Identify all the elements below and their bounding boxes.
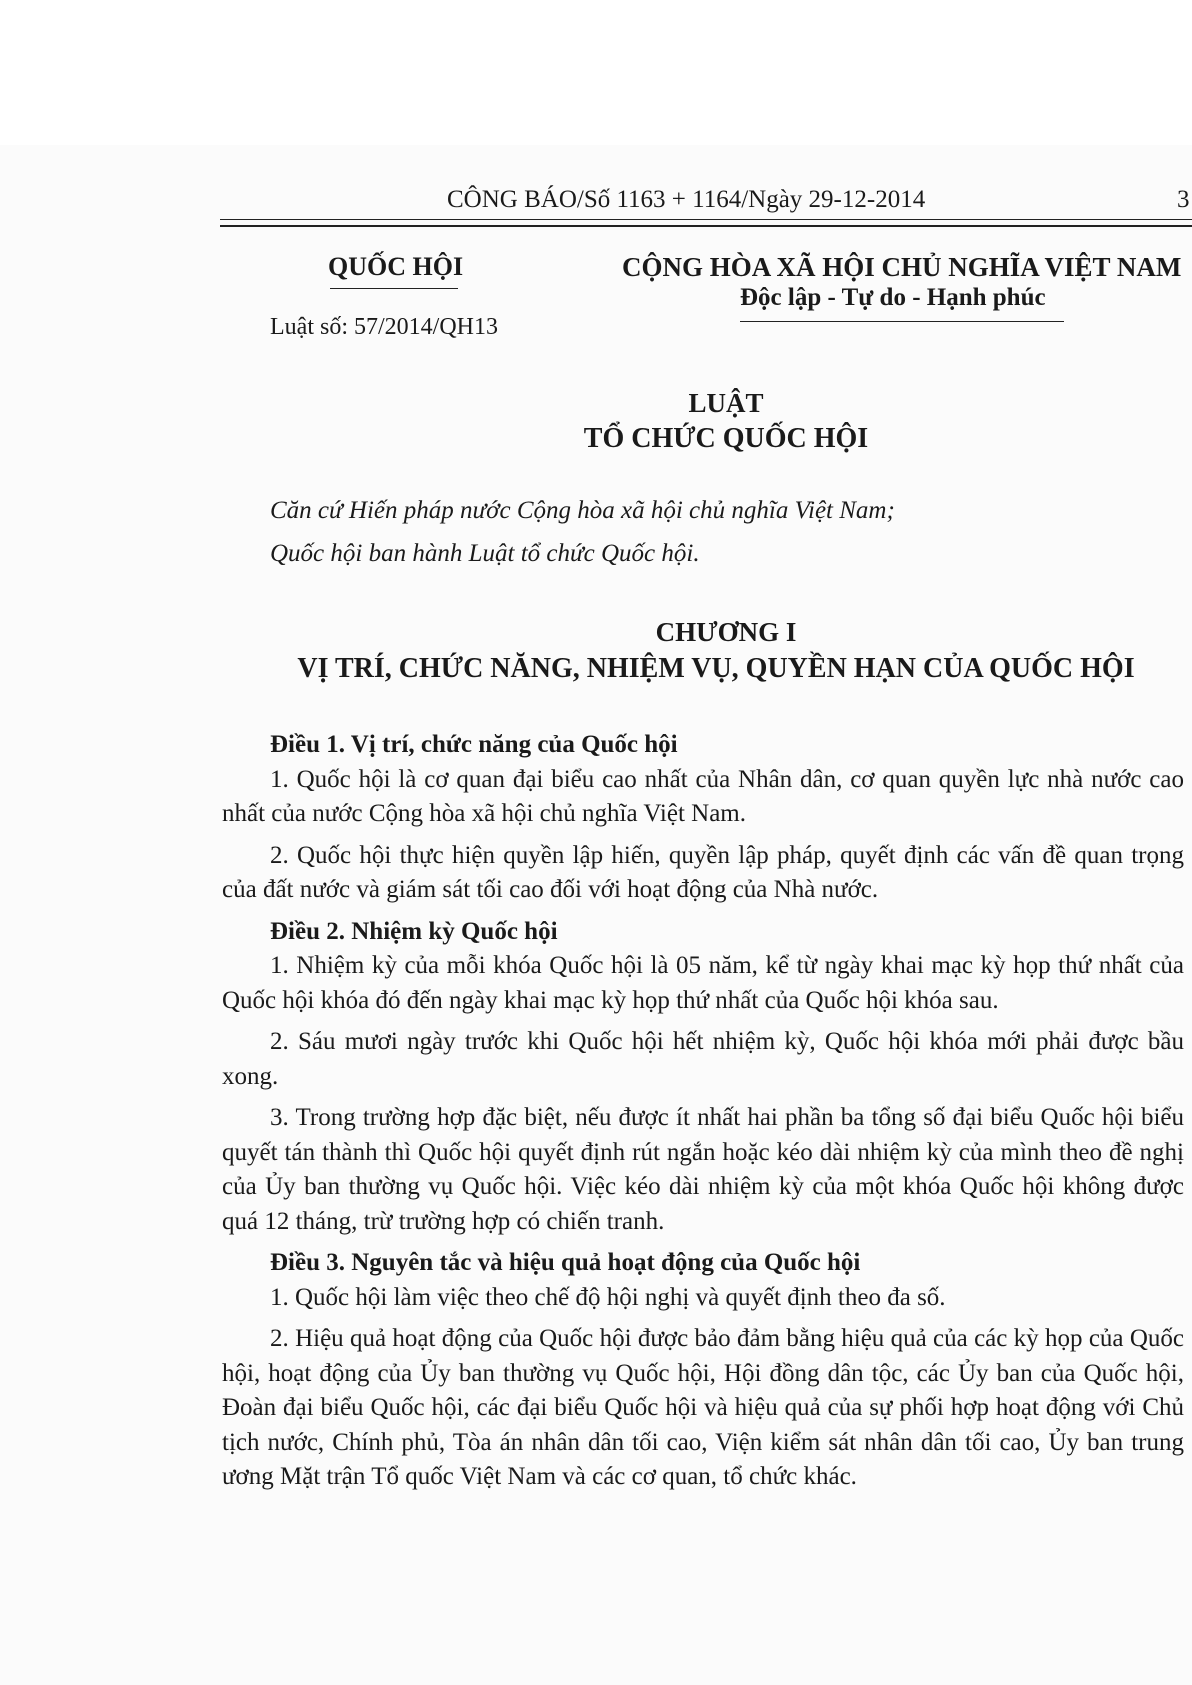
header-rule-thick [220, 225, 1192, 227]
preamble-line: Căn cứ Hiến pháp nước Cộng hòa xã hội chủ nghĩa Việt Nam; [270, 497, 895, 524]
page-number: 3 [1177, 186, 1190, 213]
issuer-name: QUỐC HỘI [328, 252, 464, 281]
article-paragraph: 1. Quốc hội làm việc theo chế độ hội nghị và quyết định theo đa số. [270, 1283, 946, 1311]
running-title: CÔNG BÁO/Số 1163 + 1164/Ngày 29-12-2014 [447, 186, 926, 213]
document-body [222, 728, 1184, 1502]
state-name: CỘNG HÒA XÃ HỘI CHỦ NGHĨA VIỆT NAM [622, 252, 1182, 282]
article-2 [222, 915, 1184, 1240]
running-header [222, 186, 1192, 216]
document-type: LUẬT [688, 388, 764, 418]
issuer-underline [330, 288, 458, 289]
chapter-title: VỊ TRÍ, CHỨC NĂNG, NHIỆM VỤ, QUYỀN HẠN CỦA QUỐC HỘI [297, 653, 1135, 684]
law-number: Luật số: 57/2014/QH13 [270, 314, 498, 340]
article-heading: Điều 1. Vị trí, chức năng của Quốc hội [270, 731, 678, 758]
preamble-line: Quốc hội ban hành Luật tổ chức Quốc hội. [270, 540, 700, 567]
document-title: TỔ CHỨC QUỐC HỘI [583, 423, 869, 454]
article-paragraph: 2. Hiệu quả hoạt động của Quốc hội được bảo đảm bằng hiệu quả của các kỳ họp của Quốc hội, hoạt động của Ủy ban thường vụ Quốc hội, Hội đồng dân tộc, các Ủy ban của Quốc hội, Đoàn đại biểu Quốc hội, các đại biểu Quốc hội và hiệu quả của sự phối hợp hoạt động với Chủ tịch nước, Chính phủ, Tòa án nhân dân tối cao, Viện kiểm sát nhân dân tối cao, Ủy ban trung ương Mặt trận Tổ quốc Việt Nam và các cơ quan, tổ chức khác. [222, 1325, 1184, 1490]
article-heading: Điều 2. Nhiệm kỳ Quốc hội [270, 917, 558, 945]
article-paragraph: 2. Sáu mươi ngày trước khi Quốc hội hết nhiệm kỳ, Quốc hội khóa mới phải được bầu xong. [222, 1028, 1184, 1090]
motto-underline [740, 321, 1064, 322]
article-paragraph: 1. Quốc hội là cơ quan đại biểu cao nhất của Nhân dân, cơ quan quyền lực nhà nước cao nhất của nước Cộng hòa xã hội chủ nghĩa Việt Nam. [222, 765, 1184, 827]
state-motto: Độc lập - Tự do - Hạnh phúc [740, 284, 1046, 311]
article-paragraph: 1. Nhiệm kỳ của mỗi khóa Quốc hội là 05 năm, kể từ ngày khai mạc kỳ họp thứ nhất của Quốc hội khóa đó đến ngày khai mạc kỳ họp thứ nhất của Quốc hội khóa sau. [222, 952, 1184, 1014]
chapter-number: CHƯƠNG I [655, 617, 797, 647]
article-3 [222, 1246, 1184, 1495]
article-1 [222, 728, 1184, 908]
header-rule-thin [220, 219, 1192, 220]
article-heading: Điều 3. Nguyên tắc và hiệu quả hoạt động của Quốc hội [270, 1249, 861, 1276]
article-paragraph: 2. Quốc hội thực hiện quyền lập hiến, quyền lập pháp, quyết định các vấn đề quan trọng của đất nước và giám sát tối cao đối với hoạt động của Nhà nước. [222, 841, 1184, 903]
article-paragraph: 3. Trong trường hợp đặc biệt, nếu được ít nhất hai phần ba tổng số đại biểu Quốc hội biểu quyết tán thành thì Quốc hội quyết định rút ngắn hoặc kéo dài nhiệm kỳ của mình theo đề nghị của Ủy ban thường vụ Quốc hội. Việc kéo dài nhiệm kỳ của một khóa Quốc hội không được quá 12 tháng, trừ trường hợp có chiến tranh. [222, 1104, 1184, 1235]
